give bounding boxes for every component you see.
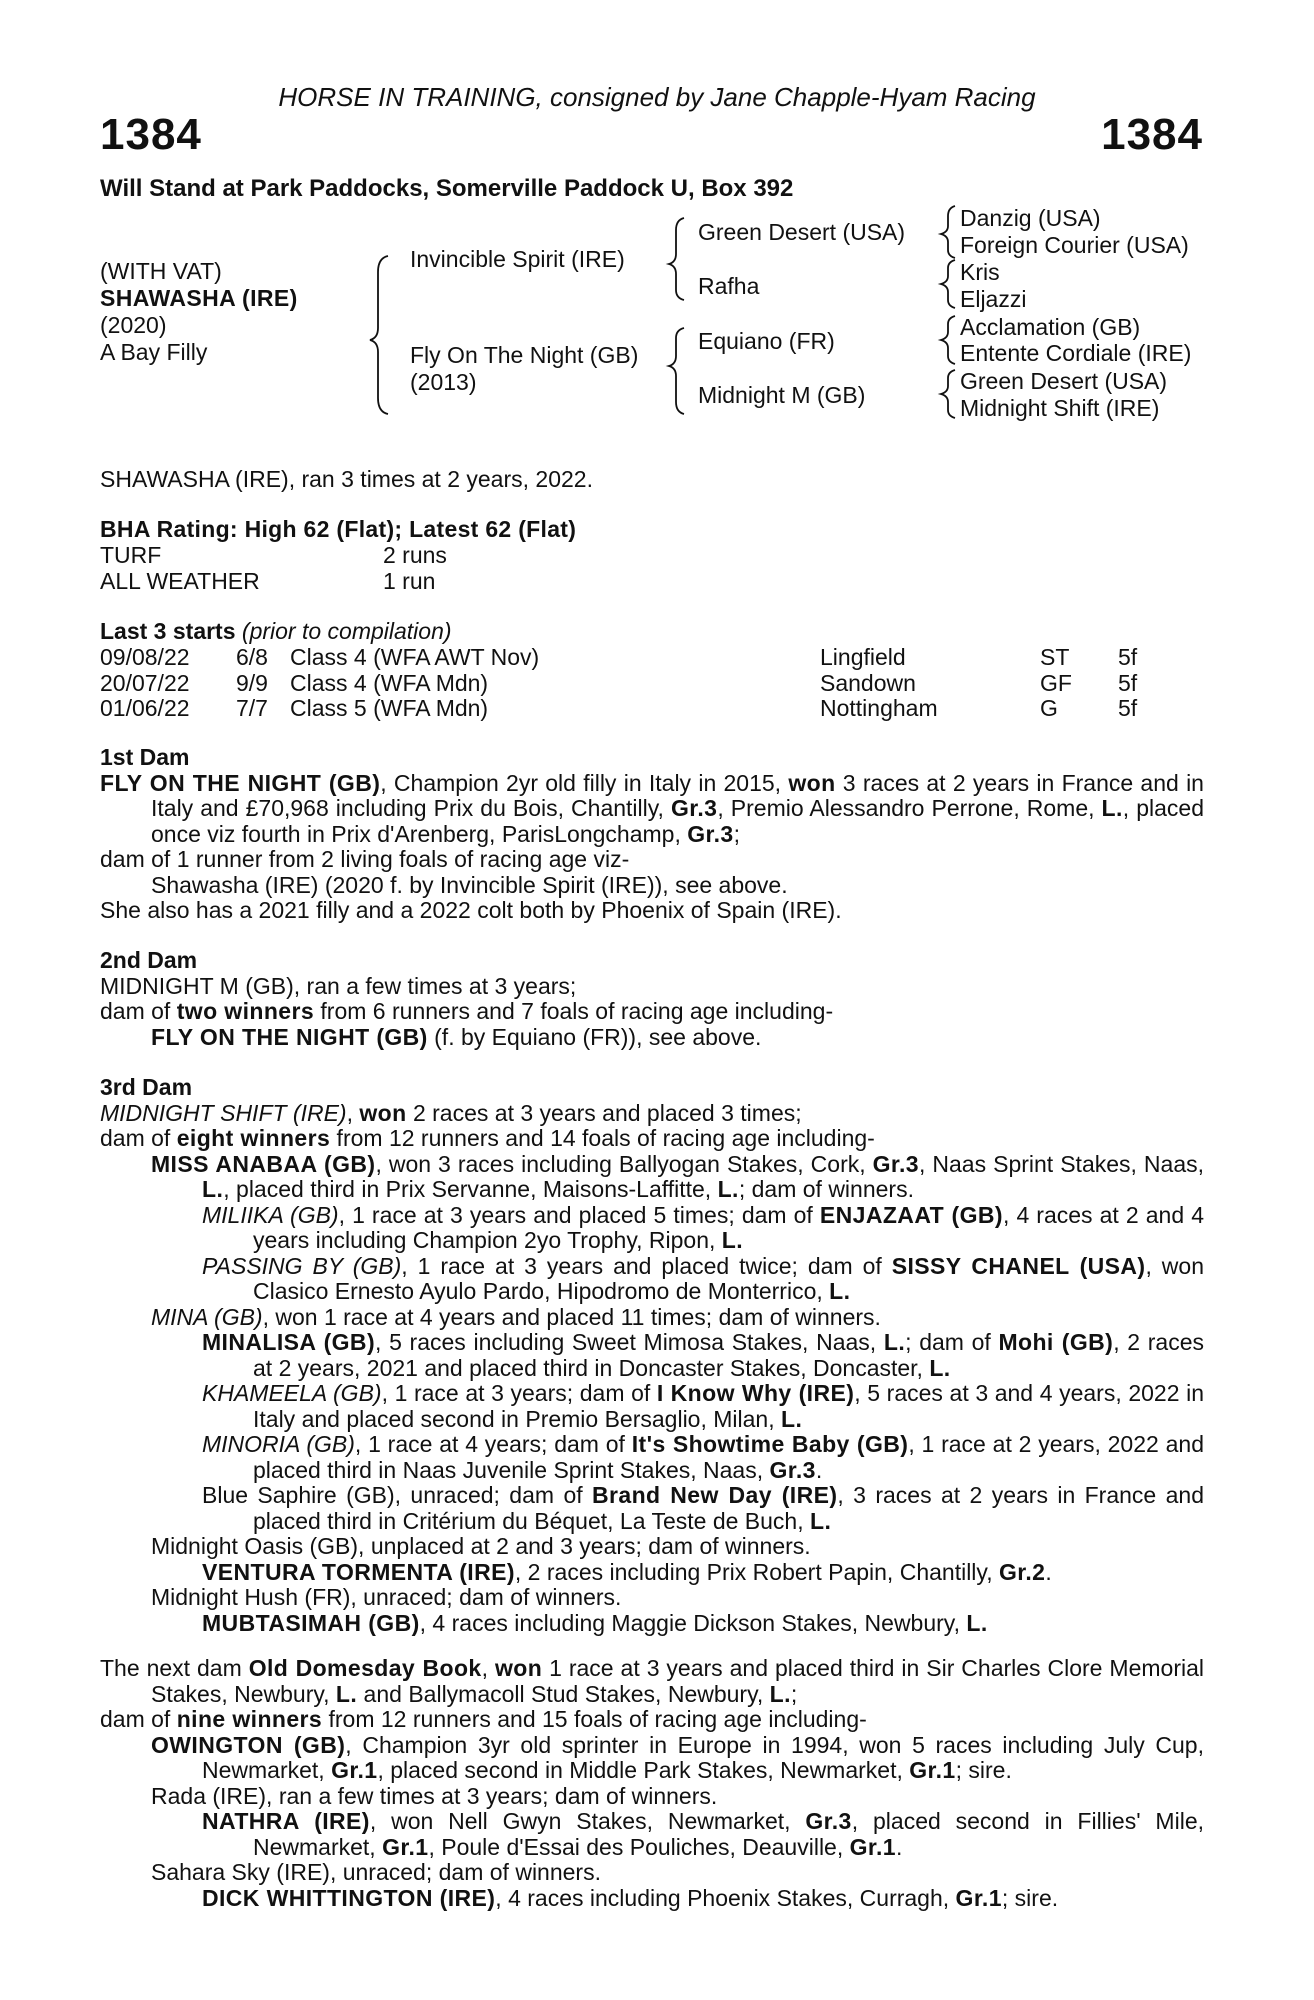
- dam-sire: Equiano (FR): [698, 328, 835, 354]
- text: 1 race at 3 years and placed third in Sir Charles Clore Memorial Stakes, Newbury,: [151, 1655, 1205, 1707]
- listed-label: L.: [781, 1405, 803, 1432]
- next-dam-section: [100, 1656, 1204, 1911]
- progeny-name: SISSY CHANEL (USA): [891, 1252, 1146, 1279]
- grade-label: Gr.3: [687, 820, 734, 847]
- listed-label: L.: [966, 1609, 988, 1636]
- text: , Champion 3yr old sprinter in Europe in 1994, won 5 races including July Cup, Newmarket,: [202, 1731, 1204, 1783]
- dd-brace: [941, 370, 955, 418]
- progeny-entry: [100, 1809, 1204, 1860]
- text: ,: [346, 1099, 360, 1126]
- dam: Fly On The Night (GB): [410, 342, 639, 368]
- progeny-entry: [100, 1432, 1204, 1483]
- grade-label: Gr.1: [331, 1757, 378, 1783]
- grade-label: Gr.1: [909, 1757, 956, 1783]
- text: from 6 runners and 7 foals of racing age including-: [314, 998, 834, 1024]
- ssd: Foreign Courier (USA): [960, 232, 1189, 258]
- text: , placed second in Middle Park Stakes, Newmarket,: [377, 1757, 910, 1783]
- progeny-name: NATHRA (IRE): [202, 1808, 370, 1834]
- text: 3 races at 2 years in France and in Italy and £70,968 including Prix du Bois, Chantilly,: [151, 769, 1204, 821]
- text: .: [1045, 1558, 1052, 1585]
- text: , 3 races at 2 years in France and placed third in Critérium du Béquet, La Teste de Buch,: [253, 1482, 1204, 1534]
- progeny-entry: Midnight Oasis (GB), unplaced at 2 and 3 years; dam of winners.: [151, 1533, 811, 1559]
- progeny-name: KHAMEELA (GB): [202, 1380, 382, 1406]
- first-dam-produce: dam of 1 runner from 2 living foals of racing age viz-: [100, 846, 630, 872]
- listed-label: L.: [721, 1227, 744, 1253]
- progeny-entry: [100, 1733, 1204, 1784]
- start-course: Nottingham: [820, 695, 938, 721]
- start-date: 01/06/22: [100, 695, 190, 721]
- sire: Invincible Spirit (IRE): [410, 246, 625, 272]
- dds: Green Desert (USA): [960, 368, 1168, 394]
- progeny-name: MISS ANABAA (GB): [151, 1150, 376, 1177]
- first-dam-record: [100, 771, 1204, 848]
- winners-count: nine winners: [176, 1706, 323, 1732]
- progeny-entry: [100, 1330, 1204, 1381]
- text: ; dam of: [905, 1329, 999, 1355]
- start-position: 9/9: [236, 670, 268, 696]
- progeny-entry: Midnight Hush (FR), unraced; dam of winners.: [151, 1584, 622, 1610]
- horse-description: A Bay Filly: [100, 339, 208, 365]
- start-race: Class 5 (WFA Mdn): [290, 695, 489, 721]
- progeny-name: OWINGTON (GB): [151, 1731, 346, 1758]
- text: , won Nell Gwyn Stakes, Newmarket,: [369, 1808, 806, 1834]
- progeny-name: Brand New Day (IRE): [592, 1482, 838, 1508]
- text: , 4 races including Phoenix Stakes, Curragh,: [495, 1884, 956, 1911]
- lot-number-left: 1384: [100, 110, 202, 159]
- last-starts-title: Last 3 starts: [100, 618, 236, 644]
- main-brace: [370, 256, 388, 414]
- dam-brace: [669, 328, 684, 414]
- text: , won 3 races including Ballyogan Stakes, Cork,: [375, 1150, 873, 1177]
- sds: Kris: [960, 259, 1000, 285]
- offspring-name: FLY ON THE NIGHT (GB): [151, 1023, 428, 1050]
- text: , Champion 2yr old filly in Italy in 2015,: [380, 769, 789, 796]
- text: .: [896, 1833, 903, 1860]
- text: The next dam: [100, 1655, 249, 1681]
- second-dam-offspring: [100, 1025, 1204, 1051]
- start-distance: 5f: [1118, 644, 1138, 670]
- listed-label: L.: [929, 1354, 951, 1381]
- first-dam-also: She also has a 2021 filly and a 2022 colt both by Phoenix of Spain (IRE).: [100, 897, 842, 923]
- listed-label: L.: [829, 1278, 851, 1304]
- first-dam-offspring: Shawasha (IRE) (2020 f. by Invincible Spirit (IRE)), see above.: [151, 871, 788, 898]
- listed-label: L.: [769, 1680, 791, 1707]
- text: dam of: [100, 1125, 177, 1151]
- bha-rating: BHA Rating: High 62 (Flat); Latest 62 (Flat): [100, 516, 577, 542]
- text: , 5 races at 3 and 4 years, 2022 in Italy and placed second in Premio Bersaglio, Milan,: [253, 1380, 1204, 1432]
- text: (f. by Equiano (FR)), see above.: [427, 1023, 762, 1050]
- third-dam-heading: 3rd Dam: [100, 1074, 193, 1100]
- dam-dam: Midnight M (GB): [698, 382, 866, 408]
- progeny-name: ENJAZAAT (GB): [819, 1201, 1003, 1228]
- text: , won 1 race at 4 years and placed 11 times; dam of winners.: [262, 1303, 881, 1330]
- first-dam-heading: 1st Dam: [100, 744, 190, 770]
- progeny-name: MINA (GB): [151, 1303, 263, 1330]
- text: , 4 races including Maggie Dickson Stakes, Newbury,: [419, 1609, 967, 1636]
- text: , 5 races including Sweet Mimosa Stakes, Naas,: [375, 1329, 884, 1355]
- progeny-entry: [100, 1483, 1204, 1534]
- start-date: 09/08/22: [100, 644, 190, 670]
- lot-number-right: 1384: [1101, 110, 1203, 159]
- text: , Poule d'Essai des Pouliches, Deauville,: [428, 1833, 850, 1860]
- text: , 1 race at 3 years and placed twice; dam of: [401, 1252, 892, 1279]
- start-position: 6/8: [236, 644, 268, 670]
- sire-sire: Green Desert (USA): [698, 219, 906, 245]
- third-dam-name: MIDNIGHT SHIFT (IRE): [100, 1099, 347, 1126]
- progeny-name: MILIIKA (GB): [202, 1201, 339, 1228]
- listed-label: L.: [810, 1507, 832, 1534]
- progeny-name: It's Showtime Baby (GB): [631, 1431, 909, 1457]
- progeny-entry: [100, 1254, 1204, 1305]
- progeny-entry: Sahara Sky (IRE), unraced; dam of winners.: [151, 1859, 601, 1885]
- sss: Danzig (USA): [960, 205, 1101, 231]
- grade-label: Gr.3: [769, 1456, 816, 1483]
- text: , Naas Sprint Stakes, Naas,: [919, 1150, 1205, 1177]
- horse-year: (2020): [100, 312, 167, 338]
- third-dam-produce: [100, 1126, 1204, 1152]
- dam-year: (2013): [410, 369, 477, 395]
- start-distance: 5f: [1118, 695, 1138, 721]
- text: ;: [790, 1680, 798, 1707]
- grade-label: Gr.1: [382, 1833, 429, 1860]
- start-course: Lingfield: [820, 644, 906, 670]
- start-going: ST: [1040, 644, 1070, 670]
- grade-label: Gr.3: [805, 1808, 852, 1834]
- grade-label: Gr.3: [872, 1150, 919, 1177]
- listed-label: L.: [717, 1176, 739, 1202]
- grade-label: Gr.1: [955, 1884, 1002, 1911]
- listed-label: L.: [1101, 795, 1123, 821]
- progeny-entry: [100, 1886, 1204, 1912]
- ds-brace: [941, 316, 955, 364]
- text: ,: [481, 1655, 495, 1681]
- race-summary: SHAWASHA (IRE), ran 3 times at 2 years, 2022.: [100, 466, 593, 492]
- location-line: Will Stand at Park Paddocks, Somerville Paddock U, Box 392: [100, 175, 794, 202]
- start-distance: 5f: [1118, 670, 1138, 696]
- progeny-entry: Rada (IRE), ran a few times at 3 years; dam of winners.: [151, 1782, 718, 1809]
- dss: Acclamation (GB): [960, 314, 1141, 340]
- progeny-name: MINORIA (GB): [202, 1431, 355, 1457]
- progeny-name: MUBTASIMAH (GB): [202, 1609, 420, 1636]
- text: ; sire.: [955, 1757, 1012, 1783]
- rating-runs-1: 1 run: [383, 568, 436, 594]
- next-dam-produce: [100, 1707, 1204, 1733]
- third-dam-section: [100, 1075, 1204, 1636]
- text: ; sire.: [1001, 1884, 1059, 1911]
- progeny-name: VENTURA TORMENTA (IRE): [202, 1558, 515, 1585]
- grade-label: Gr.3: [671, 795, 718, 821]
- start-date: 20/07/22: [100, 670, 190, 696]
- progeny-name: PASSING BY (GB): [202, 1252, 402, 1279]
- text: , Premio Alessandro Perrone, Rome,: [717, 795, 1102, 821]
- text: , 1 race at 2 years, 2022 and placed third in Naas Juvenile Sprint Stakes, Naas,: [253, 1431, 1204, 1483]
- grade-label: Gr.1: [849, 1833, 896, 1860]
- dsd: Entente Cordiale (IRE): [960, 340, 1192, 366]
- text: , 2 races including Prix Robert Papin, Chantilly,: [514, 1558, 999, 1585]
- text: dam of: [100, 998, 177, 1024]
- rating-runs-0: 2 runs: [383, 542, 447, 568]
- text: .: [815, 1456, 823, 1483]
- start-position: 7/7: [236, 695, 268, 721]
- text: , 1 race at 3 years; dam of: [381, 1380, 657, 1406]
- text: dam of: [100, 1706, 177, 1732]
- vat-label: (WITH VAT): [100, 258, 222, 284]
- won-label: won: [494, 1655, 543, 1681]
- won-label: won: [788, 769, 836, 796]
- text: ;: [733, 820, 740, 847]
- horse-name: SHAWASHA (IRE): [100, 285, 298, 311]
- start-course: Sandown: [820, 670, 916, 696]
- sire-dam: Rafha: [698, 273, 760, 299]
- text: , won Clasico Ernesto Ayulo Pardo, Hipodromo de Monterrico,: [253, 1252, 1204, 1304]
- second-dam-section: [100, 948, 1204, 1050]
- last-starts-heading: [100, 618, 452, 644]
- text: from 12 runners and 15 foals of racing age including-: [322, 1706, 867, 1732]
- progeny-entry: [100, 1305, 1204, 1331]
- next-dam-record: [100, 1656, 1204, 1707]
- progeny-entry: [100, 1381, 1204, 1432]
- text: and Ballymacoll Stud Stakes, Newbury,: [357, 1680, 770, 1707]
- sdd: Eljazzi: [960, 286, 1027, 312]
- start-race: Class 4 (WFA AWT Nov): [290, 644, 540, 670]
- text: , placed second in Fillies' Mile, Newmarket,: [253, 1808, 1204, 1860]
- sd-brace: [941, 260, 955, 308]
- progeny-entry: [100, 1152, 1204, 1203]
- start-going: G: [1040, 695, 1058, 721]
- text: , 1 race at 4 years; dam of: [354, 1431, 632, 1457]
- progeny-entry: [100, 1203, 1204, 1254]
- consignment-line: HORSE IN TRAINING, consigned by Jane Chapple-Hyam Racing: [278, 82, 1036, 112]
- won-label: won: [359, 1099, 407, 1126]
- progeny-name: Mohi (GB): [998, 1329, 1114, 1355]
- progeny-entry: [100, 1611, 1204, 1637]
- second-dam-produce: [100, 999, 1204, 1025]
- start-going: GF: [1040, 670, 1072, 696]
- next-dam-name: Old Domesday Book: [248, 1655, 482, 1681]
- text: , placed once viz fourth in Prix d'Arenberg, ParisLongchamp,: [151, 795, 1204, 847]
- progeny-name: MINALISA (GB): [202, 1329, 376, 1355]
- text: from 12 runners and 14 foals of racing age including-: [330, 1125, 875, 1151]
- grade-label: Gr.2: [998, 1558, 1046, 1585]
- ddd: Midnight Shift (IRE): [960, 395, 1160, 421]
- winners-count: eight winners: [176, 1125, 331, 1151]
- text: , 2 races at 2 years, 2021 and placed third in Doncaster Stakes, Doncaster,: [253, 1329, 1204, 1381]
- progeny-name: I Know Why (IRE): [656, 1380, 855, 1406]
- text: 2 races at 3 years and placed 3 times;: [406, 1099, 802, 1126]
- sire-brace: [669, 218, 684, 300]
- start-race: Class 4 (WFA Mdn): [290, 670, 489, 696]
- listed-label: L.: [335, 1680, 358, 1707]
- text: Blue Saphire (GB), unraced; dam of: [202, 1482, 593, 1508]
- second-dam-heading: 2nd Dam: [100, 947, 198, 973]
- last-starts-note: (prior to compilation): [241, 618, 452, 644]
- text: , 1 race at 3 years and placed 5 times; dam of: [338, 1201, 820, 1228]
- text: , 4 races at 2 and 4 years including Champion 2yo Trophy, Ripon,: [253, 1201, 1205, 1253]
- first-dam-section: [100, 745, 1204, 924]
- text: ; dam of winners.: [738, 1176, 914, 1202]
- ss-brace: [941, 206, 955, 258]
- progeny-entry: [100, 1560, 1204, 1586]
- listed-label: L.: [202, 1176, 224, 1202]
- winners-count: two winners: [176, 998, 315, 1024]
- listed-label: L.: [883, 1329, 906, 1355]
- third-dam-record: [100, 1101, 1204, 1127]
- progeny-name: DICK WHITTINGTON (IRE): [202, 1884, 496, 1911]
- second-dam-record: MIDNIGHT M (GB), ran a few times at 3 years;: [100, 972, 577, 999]
- text: , placed third in Prix Servanne, Maisons-Laffitte,: [223, 1176, 718, 1202]
- rating-surface-1: ALL WEATHER: [100, 568, 260, 594]
- first-dam-name: FLY ON THE NIGHT (GB): [100, 769, 381, 796]
- rating-surface-0: TURF: [100, 542, 162, 568]
